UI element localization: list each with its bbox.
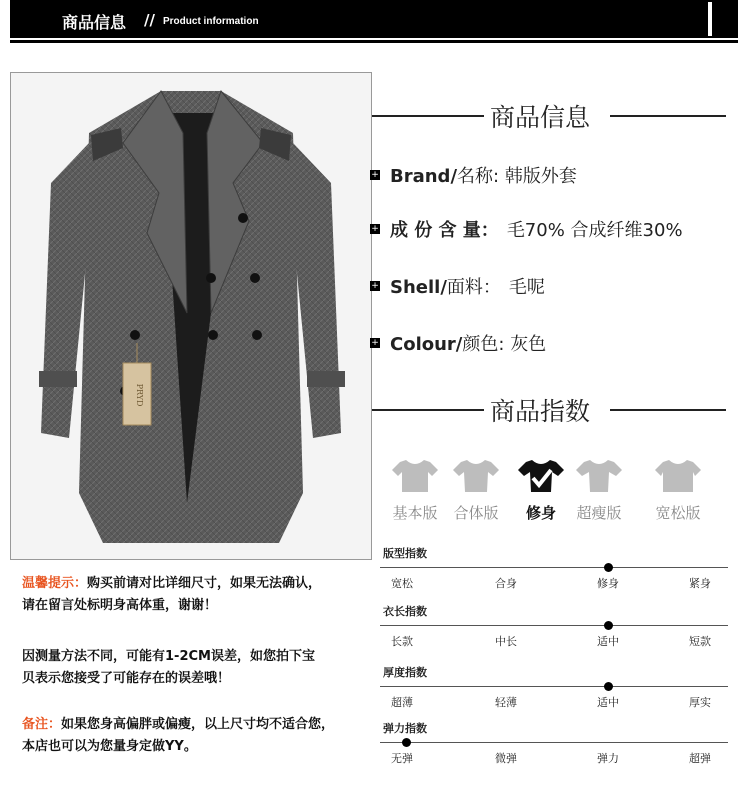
scale-option: 紧身 [689, 577, 711, 590]
fit-label: 基本版 [392, 504, 438, 522]
scale-marker [604, 621, 613, 630]
remark-text: 如果您身高偏胖或偏瘦，以上尺寸均不适合您， [61, 717, 335, 732]
remark-label: 备注： [22, 717, 62, 732]
scale-option: 适中 [597, 635, 619, 648]
remark-note [22, 714, 334, 758]
scale-marker [604, 682, 613, 691]
info-heading-text: 商品信息 [490, 103, 591, 132]
measure-text: 因测量方法不同，可能有1-2CM误差，如您拍下宝 [22, 649, 315, 664]
fit-label: 合体版 [453, 504, 499, 522]
scale-title: 版型指数 [383, 547, 427, 560]
plus-bullet-icon: + [371, 338, 379, 348]
scale-option: 超薄 [391, 696, 413, 709]
tshirt-icon [392, 458, 438, 494]
tshirt-icon [655, 458, 701, 494]
scale-option: 微弹 [495, 752, 517, 765]
scale-title: 厚度指数 [383, 666, 427, 679]
scale-line [380, 625, 728, 626]
fit-option-skinny [576, 458, 622, 523]
scale-option: 适中 [597, 696, 619, 709]
coat-illustration [11, 73, 371, 559]
index-heading-text: 商品指数 [490, 397, 591, 426]
info-value: 韩版外套 [504, 166, 577, 187]
fit-option-loose [655, 458, 701, 523]
info-value: 灰色 [510, 334, 547, 355]
info-label: 名称: [457, 166, 505, 187]
scale-option: 短款 [689, 635, 711, 648]
scale-option: 合身 [495, 577, 517, 590]
scale-option: 厚实 [689, 696, 711, 709]
info-row-shell [370, 273, 545, 299]
info-row-brand [370, 162, 577, 188]
product-photo [10, 72, 372, 560]
fit-option-slim [518, 458, 564, 523]
scale-title: 弹力指数 [383, 722, 427, 735]
measure-note [22, 646, 315, 690]
fit-label: 超瘦版 [576, 504, 622, 522]
header-subtitle: Product information [163, 16, 259, 27]
info-label: 面料： [446, 277, 501, 298]
scale-title: 衣长指数 [383, 605, 427, 618]
info-key: Colour/ [390, 334, 463, 355]
scale-line [380, 567, 728, 568]
info-key: Shell/ [390, 277, 447, 298]
info-value: 毛70% 合成纤维30% [506, 220, 683, 241]
header-separator: // [144, 11, 155, 29]
scale-option: 长款 [391, 635, 413, 648]
tip-text: 请在留言处标明身高体重，谢谢！ [22, 598, 218, 613]
info-label: 颜色: [462, 334, 511, 355]
tip-note [22, 573, 321, 617]
measure-text: 贝表示您接受了可能存在的误差哦！ [22, 671, 231, 686]
scale-option: 中长 [495, 635, 517, 648]
info-row-composition [370, 216, 683, 242]
fit-option-basic [392, 458, 438, 523]
scale-line [380, 742, 728, 743]
plus-bullet-icon: + [371, 224, 379, 234]
scale-option: 宽松 [391, 577, 413, 590]
tshirt-check-icon [518, 458, 564, 494]
scale-option: 修身 [597, 577, 619, 590]
scale-line [380, 686, 728, 687]
scale-option: 弹力 [597, 752, 619, 765]
tip-text: 购买前请对比详细尺寸，如果无法确认， [87, 576, 322, 591]
tshirt-icon [576, 458, 622, 494]
plus-bullet-icon: + [371, 170, 379, 180]
fit-label: 修身 [525, 504, 556, 522]
scale-option: 轻薄 [495, 696, 517, 709]
fit-label: 宽松版 [655, 504, 701, 522]
tag-text: PRYD [135, 383, 144, 407]
scale-marker [604, 563, 613, 572]
info-value: 毛呢 [508, 277, 545, 298]
index-heading [372, 392, 728, 426]
info-key: Brand/ [390, 166, 458, 187]
tip-label: 温馨提示： [22, 576, 88, 591]
header-title: 商品信息 [62, 13, 127, 32]
plus-bullet-icon: + [371, 281, 379, 291]
info-heading [372, 98, 728, 132]
scale-marker [402, 738, 411, 747]
scale-option: 无弹 [391, 752, 413, 765]
header-accent-bar [708, 2, 712, 36]
fit-option-fitted [453, 458, 499, 523]
tshirt-icon [453, 458, 499, 494]
info-row-colour [370, 330, 546, 356]
info-label: 成 份 含 量： [390, 220, 499, 241]
remark-text: 本店也可以为您量身定做YY。 [22, 739, 197, 754]
header-underline [10, 40, 738, 43]
scale-option: 超弹 [689, 752, 711, 765]
